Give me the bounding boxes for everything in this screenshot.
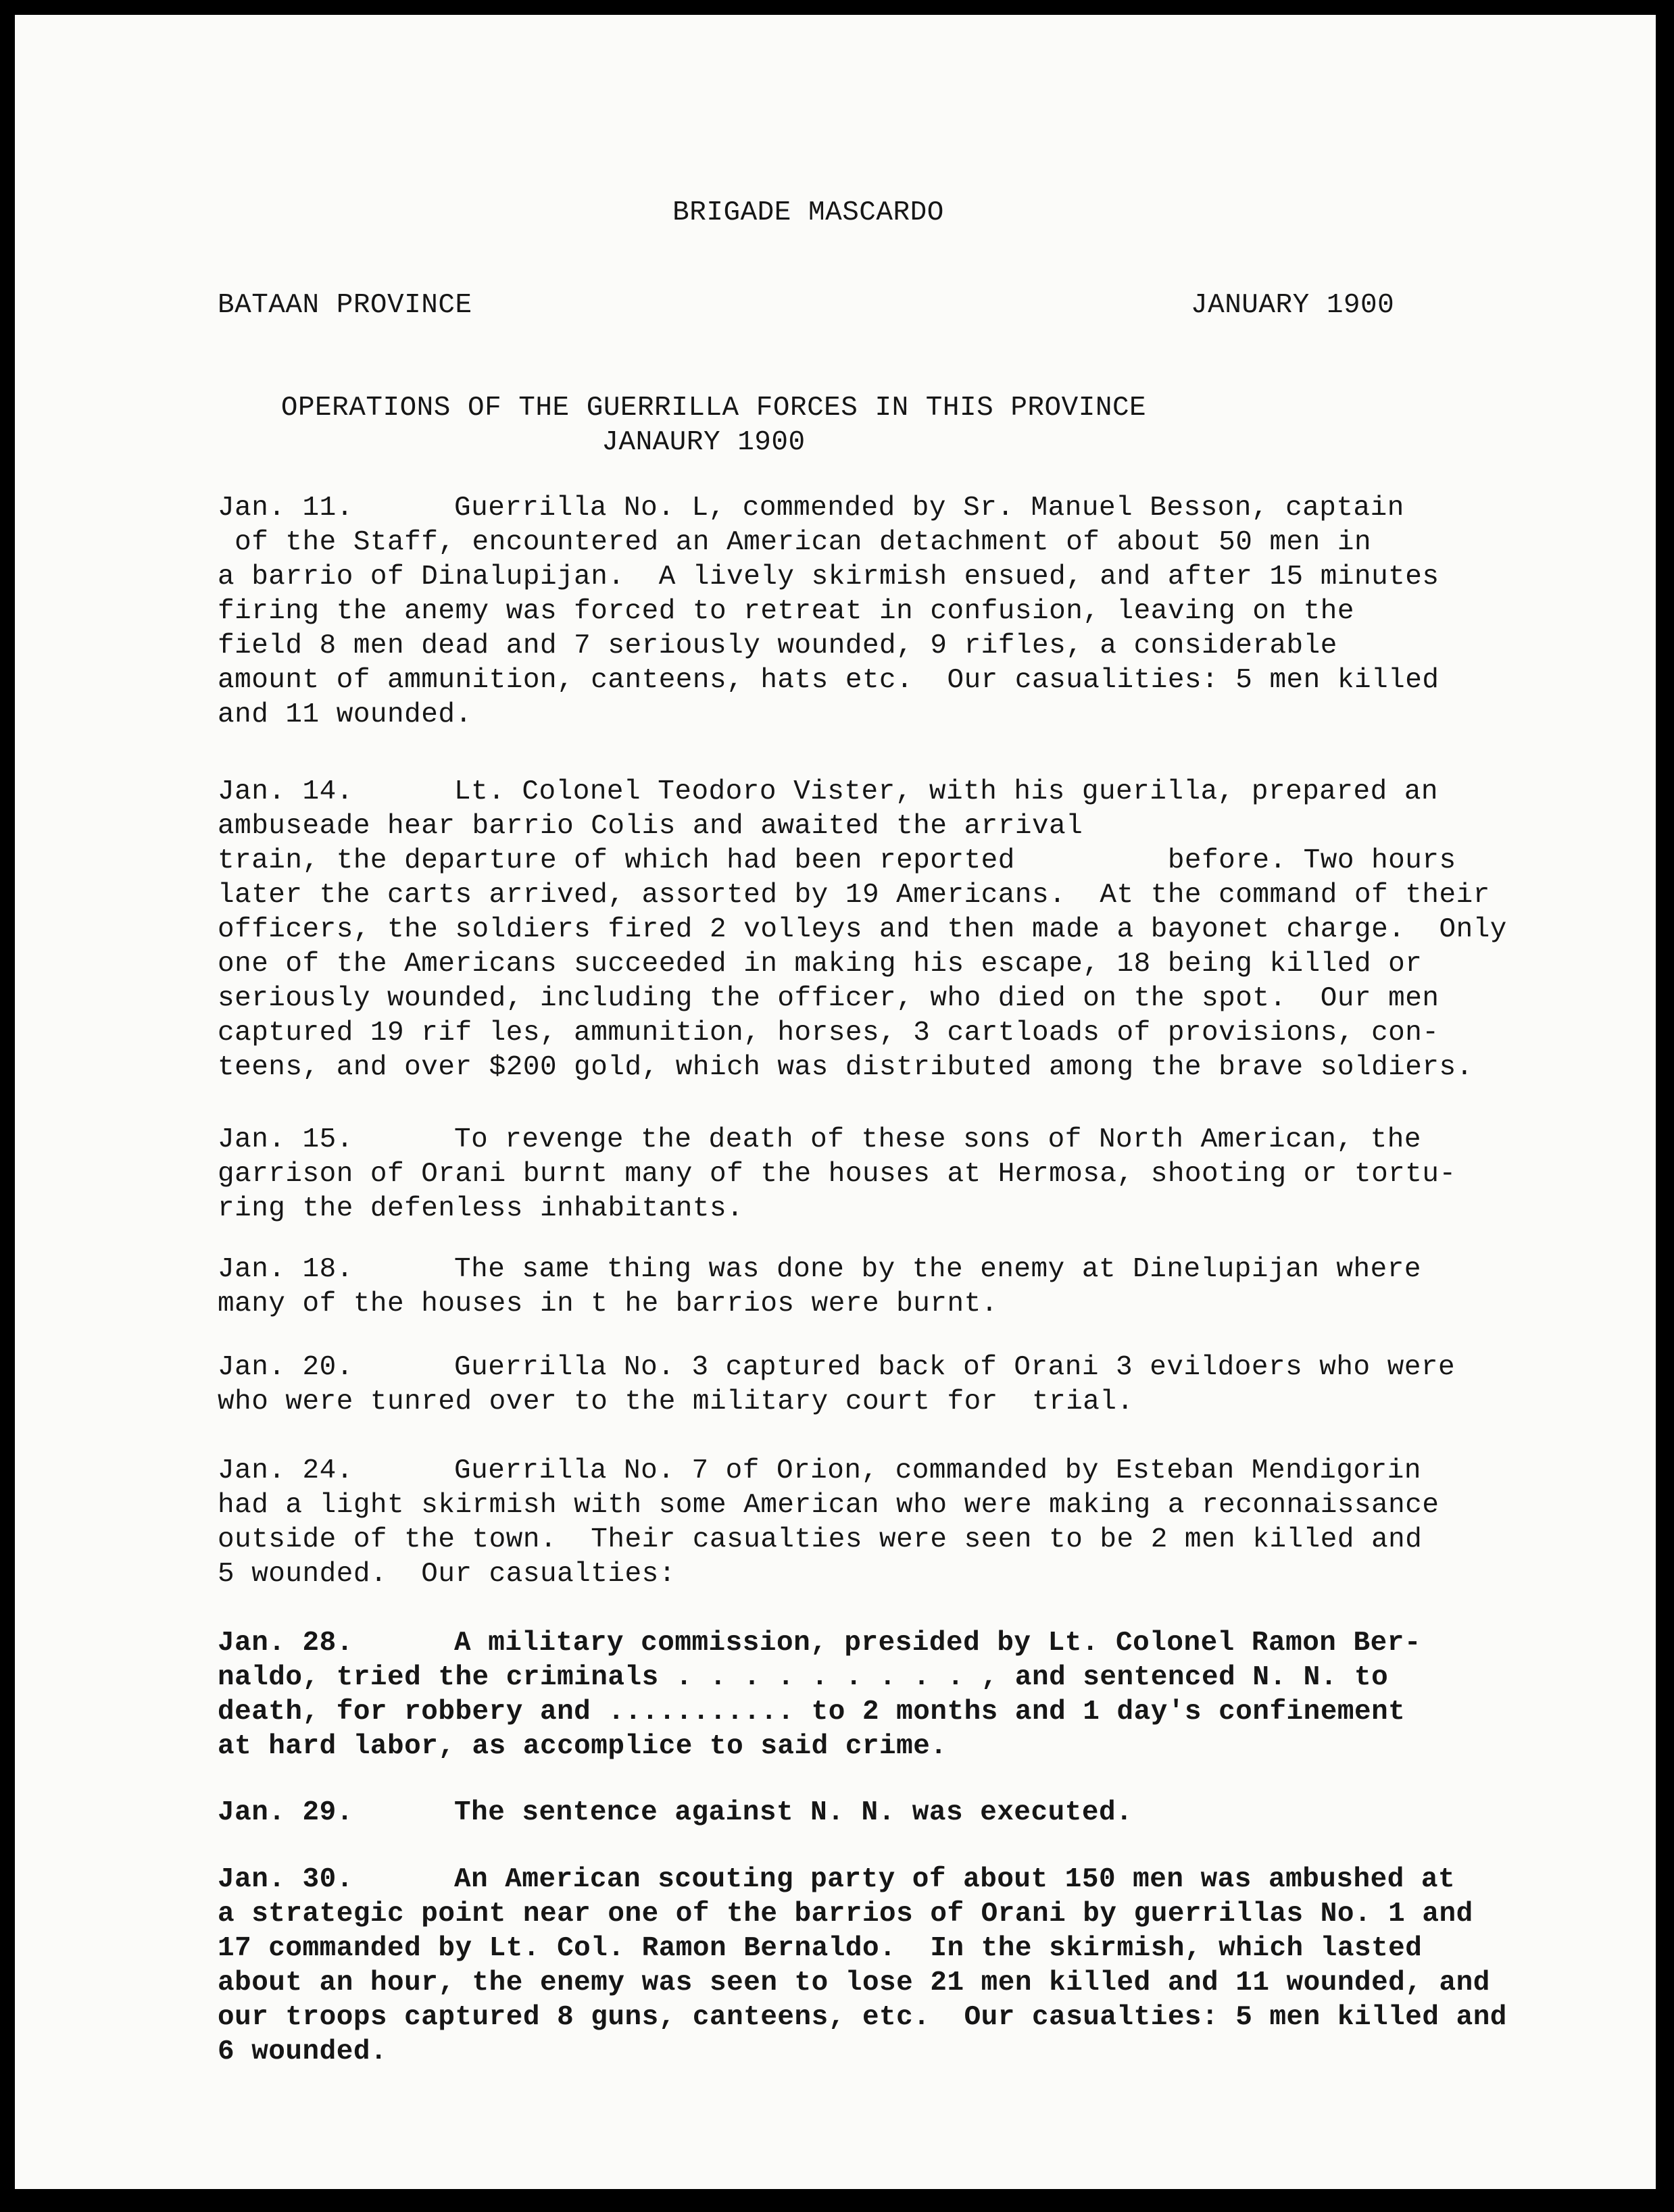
document-date: JANUARY 1900 (1191, 290, 1395, 321)
entry-line: An American scouting party of about 150 men was ambushed at (454, 1864, 1456, 1895)
province-name: BATAAN PROVINCE (218, 290, 472, 321)
entry-line: ring the defenless inhabitants. (218, 1193, 744, 1224)
entry-jan-11 (218, 491, 1556, 732)
entry-jan-20 (218, 1351, 1556, 1419)
entry-line: who were tunred over to the military court for trial. (218, 1386, 1134, 1417)
entry-line: firing the anemy was forced to retreat in confusion, leaving on the (218, 596, 1354, 627)
entry-jan-24 (218, 1454, 1556, 1592)
entry-line: garrison of Orani burnt many of the houses at Hermosa, shooting or tortu- (218, 1159, 1456, 1190)
entry-line: teens, and over $200 gold, which was distributed among the brave soldiers. (218, 1052, 1473, 1083)
entry-line: officers, the soldiers fired 2 volleys and then made a bayonet charge. Only (218, 914, 1507, 945)
entry-line: a strategic point near one of the barrios of Orani by guerrillas No. 1 and (218, 1899, 1473, 1930)
entry-line: Guerrilla No. 7 of Orion, commanded by Esteban Mendigorin (454, 1455, 1421, 1486)
entry-line: a barrio of Dinalupijan. A lively skirmish ensued, and after 15 minutes (218, 561, 1439, 593)
report-title: OPERATIONS OF THE GUERRILLA FORCES IN THIS PROVINCE (280, 393, 1147, 424)
entry-line: later the carts arrived, assorted by 19 Americans. At the command of their (218, 880, 1490, 911)
report-subtitle: JANAURY 1900 (601, 427, 806, 458)
entry-jan-15 (218, 1123, 1556, 1226)
entry-line: had a light skirmish with some American who were making a reconnaissance (218, 1490, 1439, 1521)
brigade-title: BRIGADE MASCARDO (672, 197, 944, 228)
entry-line: 6 wounded. (218, 2036, 388, 2067)
entry-date: Jan. 20. (218, 1352, 353, 1383)
entry-jan-29 (218, 1796, 1556, 1830)
entry-line: field 8 men dead and 7 seriously wounded, 9 rifles, a considerable (218, 630, 1337, 661)
entry-date: Jan. 24. (218, 1455, 353, 1486)
entry-line: train, the departure of which had been reported before. Two hours (218, 845, 1456, 876)
entry-line: death, for robbery and ........... to 2 months and 1 day's confinement (218, 1696, 1406, 1728)
entry-line: captured 19 rif les, ammunition, horses, 3 cartloads of provisions, con- (218, 1017, 1439, 1049)
entry-jan-30 (218, 1863, 1556, 2069)
entry-date: Jan. 14. (218, 776, 353, 807)
entry-date: Jan. 15. (218, 1124, 353, 1155)
entry-line: many of the houses in t he barrios were burnt. (218, 1288, 998, 1319)
entry-date: Jan. 11. (218, 493, 353, 524)
entry-line: about an hour, the enemy was seen to lose 21 men killed and 11 wounded, and (218, 1967, 1490, 1999)
entry-line: at hard labor, as accomplice to said crime. (218, 1731, 947, 1762)
entry-line: of the Staff, encountered an American detachment of about 50 men in (218, 527, 1372, 558)
entry-date: Jan. 28. (218, 1628, 353, 1659)
entry-line: amount of ammunition, canteens, hats etc. Our casualities: 5 men killed (218, 665, 1439, 696)
entry-date: Jan. 29. (218, 1797, 353, 1828)
entry-line: The sentence against N. N. was executed. (454, 1797, 1133, 1828)
entry-line: one of the Americans succeeded in making his escape, 18 being killed or (218, 949, 1423, 980)
entry-jan-18 (218, 1253, 1556, 1322)
entry-jan-28 (218, 1626, 1556, 1764)
entry-line: our troops captured 8 guns, canteens, etc. Our casualties: 5 men killed and (218, 2002, 1507, 2033)
entry-line: seriously wounded, including the officer, who died on the spot. Our men (218, 983, 1439, 1014)
entry-date: Jan. 18. (218, 1254, 353, 1285)
entry-date: Jan. 30. (218, 1864, 353, 1895)
entry-line: The same thing was done by the enemy at Dinelupijan where (454, 1254, 1421, 1285)
entry-line: 17 commanded by Lt. Col. Ramon Bernaldo. In the skirmish, which lasted (218, 1933, 1423, 1964)
entry-line: outside of the town. Their casualties were seen to be 2 men killed and (218, 1524, 1423, 1555)
entry-line: 5 wounded. Our casualties: (218, 1559, 676, 1590)
entry-line: Lt. Colonel Teodoro Vister, with his guerilla, prepared an (454, 776, 1439, 807)
entry-line: Guerrilla No. 3 captured back of Orani 3 evildoers who were (454, 1352, 1456, 1383)
entry-line: and 11 wounded. (218, 699, 472, 730)
entry-jan-14 (218, 775, 1556, 1085)
entry-line: To revenge the death of these sons of North American, the (454, 1124, 1421, 1155)
entry-line: naldo, tried the criminals . . . . . . . . . , and sentenced N. N. to (218, 1662, 1389, 1693)
entry-line: A military commission, presided by Lt. Colonel Ramon Ber- (454, 1628, 1421, 1659)
entry-line: ambuseade hear barrio Colis and awaited the arrival (218, 811, 1083, 842)
document-body (15, 15, 1656, 2189)
document-page (15, 15, 1656, 2189)
entry-line: Guerrilla No. L, commended by Sr. Manuel Besson, captain (454, 493, 1404, 524)
